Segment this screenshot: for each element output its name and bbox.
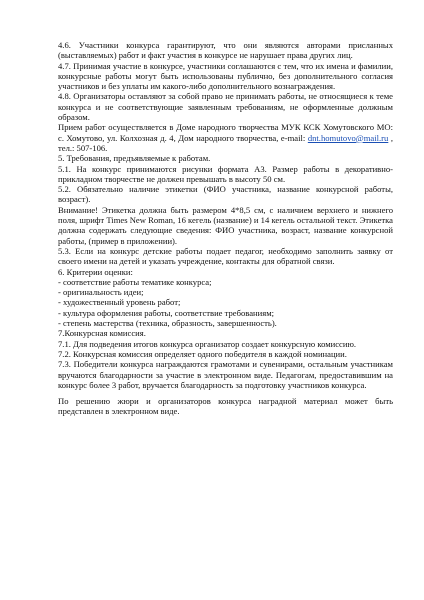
paragraph-4-7: 4.7. Принимая участие в конкурсе, участники соглашаются с тем, что их имена и фамилии, конкурсные работы могут быть использованы публично, без дополнительного согласия участников и без уплаты им какого-либо дополнительного вознаграждения.: [58, 60, 393, 92]
paragraph-7-2: 7.2. Конкурсная комиссия определяет одного победителя в каждой номинации.: [58, 348, 347, 359]
criteria-item: - оригинальность идеи;: [58, 287, 144, 298]
attention-paragraph: Внимание! Этикетка должна быть размером 4*8,5 см, с наличием верхнего и нижнего поля, шрифт Times New Roman, 16 кегель (название) и 14 кегель остальной текст. Этикетка должна содержать следующие сведения: ФИО участника, возраст, название конкурсной работы, (пример в приложении).: [58, 204, 393, 246]
section-7-heading: 7.Конкурсная комиссия.: [58, 328, 146, 339]
paragraph-5-3: 5.3. Если на конкурс детские работы подает педагог, необходимо заполнить заявку от своего имени на детей и указать учреждение, контакты для обратной связи.: [58, 245, 393, 267]
criteria-item: - культура оформления работы, соответствие требованиям;: [58, 307, 275, 318]
email-link[interactable]: dnt.homutovo@mail.ru: [307, 132, 389, 143]
paragraph-5-2: 5.2. Обязательно наличие этикетки (ФИО участника, название конкурсной работы, возраст).: [58, 184, 393, 205]
paragraph-7-1: 7.1. Для подведения итогов конкурса организатор создает конкурсную комиссию.: [58, 338, 357, 349]
paragraph-7-3: 7.3. Победители конкурса награждаются грамотами и сувенирами, остальным участникам вручаются благодарности за участие в электронном виде. Педагогам, предоставившим на конкурс более 3 работ, вручается благодарность за подготовку участников конкурса.: [58, 359, 393, 390]
paragraph-4-6: 4.6. Участники конкурса гарантируют, что они являются авторами присланных (выставляемых) работ и факт участия в конкурсе не нарушает права других лиц.: [58, 40, 393, 61]
paragraph-4-8: 4.8. Организаторы оставляют за собой право не принимать работы, не относящиеся к теме конкурса и не соответствующие заявленным требованиям, не оформленные должным образом.: [58, 91, 393, 123]
paragraph-5-1: 5.1. На конкурс принимаются рисунки формата А3. Размер работы в декоративно-прикладном творчестве не должен превышать в высоту 50 см.: [58, 163, 393, 184]
criteria-item: - художественный уровень работ;: [58, 297, 181, 308]
reception-text: Прием работ осуществляется в Доме народного творчества МУК КСК Хомутовского МО: с. Хомутово, ул. Колхозная д. 4, Дом народного творчества, e-mail:: [58, 122, 393, 143]
section-6-heading: 6. Критерии оценки:: [58, 266, 133, 277]
criteria-item: - степень мастерства (техника, образность, завершенность).: [58, 318, 277, 329]
section-5-heading: 5. Требования, предъявляемые к работам.: [58, 153, 211, 164]
document-page: [58, 40, 393, 417]
phone-text: , тел.: 507-106.: [58, 132, 394, 153]
closing-paragraph: По решению жюри и организаторов конкурса наградной материал может быть представлен в электронном виде.: [58, 396, 393, 417]
reception-paragraph: [58, 122, 393, 153]
criteria-item: - соответствие работы тематике конкурса;: [58, 276, 212, 287]
